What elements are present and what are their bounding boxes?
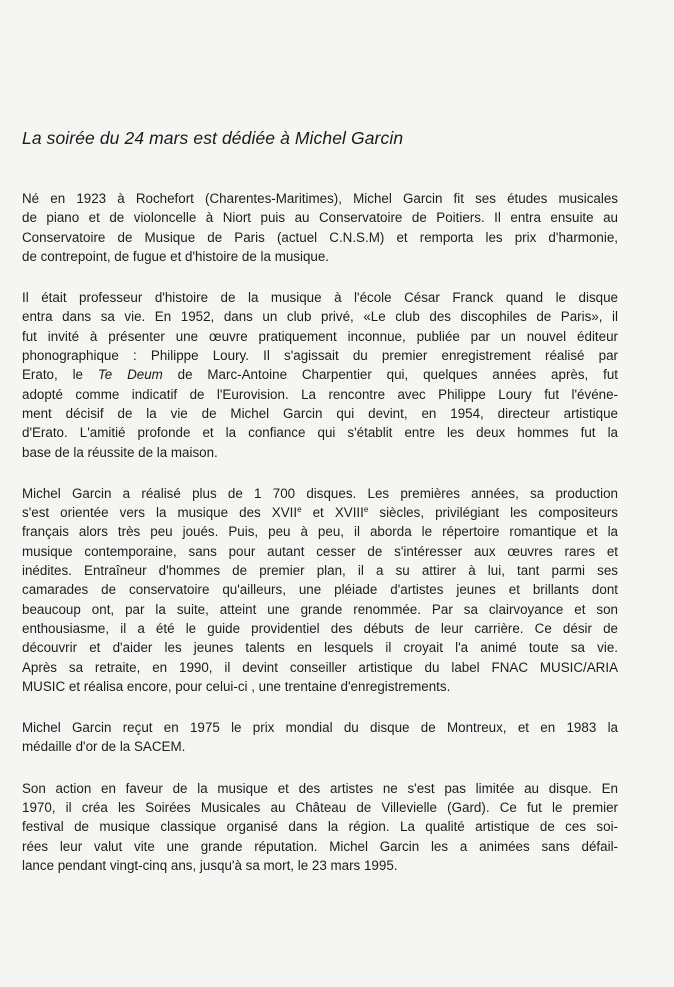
text-fragment: Erato, le <box>22 367 83 383</box>
text-fragment: de Marc-Antoine Charpentier qui, quelques années après, fut <box>177 367 618 383</box>
article-body <box>22 189 618 897</box>
paragraph-career <box>22 484 618 696</box>
text-line: lance pendant vingt-cinq ans, jusqu'à sa mort, le 23 mars 1995. <box>22 857 398 873</box>
text-line: Il était professeur d'histoire de la musique à l'école César Franck quand le disque <box>22 290 618 306</box>
text-line <box>22 365 618 384</box>
text-line: médaille d'or de la SACEM. <box>22 739 186 755</box>
text-line: d'Erato. L'amitié profonde et la confiance qui s'établit entre les deux hommes fut la <box>22 425 618 441</box>
text-line: Michel Garcin reçut en 1975 le prix mondial du disque de Montreux, et en 1983 la <box>22 720 618 736</box>
text-line: adopté comme indicatif de l'Eurovision. La rencontre avec Philippe Loury fut l'événe- <box>22 386 618 402</box>
text-line: inédites. Entraîneur d'hommes de premier plan, il a su attirer à lui, tant parmi ses <box>22 563 618 579</box>
page-title: La soirée du 24 mars est dédiée à Michel Garcin <box>22 128 404 148</box>
text-line: camarades de conservatoire qu'ailleurs, une pléiade d'artistes jeunes et brillants dont <box>22 582 618 598</box>
paragraph-awards <box>22 718 618 757</box>
text-line: de piano et de violoncelle à Niort puis au Conservatoire de Poitiers. Il entra ensuite au <box>22 210 618 226</box>
superscript: e <box>297 505 302 515</box>
text-line: découvrir et d'aider les jeunes talents en lesquels il croyait l'a animé toute sa vie. <box>22 640 618 656</box>
text-line: enthousiasme, il a été le guide providentiel des débuts de leur carrière. Ce désir de <box>22 620 618 636</box>
text-fragment: siècles, privilégiant les compositeurs <box>379 505 618 521</box>
text-line: de contrepoint, de fugue et d'histoire de la musique. <box>22 248 330 264</box>
text-line: base de la réussite de la maison. <box>22 444 218 460</box>
text-line: ment décisif de la vie de Michel Garcin qui devint, en 1954, directeur artistique <box>22 405 618 421</box>
text-line: festival de musique classique organisé dans la région. La qualité artistique de ces soi- <box>22 819 618 835</box>
text-line: 1970, il créa les Soirées Musicales au Château de Villevielle (Gard). Ce fut le premier <box>22 800 618 816</box>
text-line: Michel Garcin a réalisé plus de 1 700 disques. Les premières années, sa production <box>22 485 618 501</box>
work-title-te-deum: Te Deum <box>97 367 163 383</box>
superscript: e <box>363 505 369 515</box>
text-line: entra dans sa vie. En 1952, dans un club privé, «Le club des discophiles de Paris», il <box>22 309 618 325</box>
paragraph-erato-beginnings <box>22 288 618 462</box>
text-line: Après sa retraite, en 1990, il devint conseiller artistique du label FNAC MUSIC/ARIA <box>22 659 618 675</box>
text-line: Son action en faveur de la musique et des artistes ne s'est pas limitée au disque. En <box>22 780 618 796</box>
paragraph-biography-origins <box>22 189 618 266</box>
text-fragment: s'est orientée vers la musique des XVII <box>22 505 298 521</box>
text-line <box>22 503 618 522</box>
text-line: fut invité à présenter une œuvre pratiquement inconnue, publiée par un nouvel éditeur <box>22 328 618 344</box>
paragraph-festival <box>22 779 618 875</box>
text-fragment: et XVIII <box>312 505 364 521</box>
text-line: Conservatoire de Musique de Paris (actuel C.N.S.M) et remporta les prix d'harmonie, <box>22 229 618 245</box>
text-line: rées leur valut vite une grande réputation. Michel Garcin les a animées sans défail- <box>22 838 618 854</box>
text-line: MUSIC et réalisa encore, pour celui-ci , une trentaine d'enregistrements. <box>22 678 451 694</box>
text-line: français alors très peu joués. Puis, peu à peu, il aborda le répertoire romantique et la <box>22 524 618 540</box>
text-line: phonographique : Philippe Loury. Il s'agissait du premier enregistrement réalisé par <box>22 348 618 364</box>
text-line: beaucoup ont, par la suite, atteint une grande renommée. Par sa clairvoyance et son <box>22 601 618 617</box>
text-line: musique contemporaine, sans pour autant cesser de s'intéresser aux œuvres rares et <box>22 543 618 559</box>
text-line: Né en 1923 à Rochefort (Charentes-Maritimes), Michel Garcin fit ses études musicales <box>22 191 618 206</box>
